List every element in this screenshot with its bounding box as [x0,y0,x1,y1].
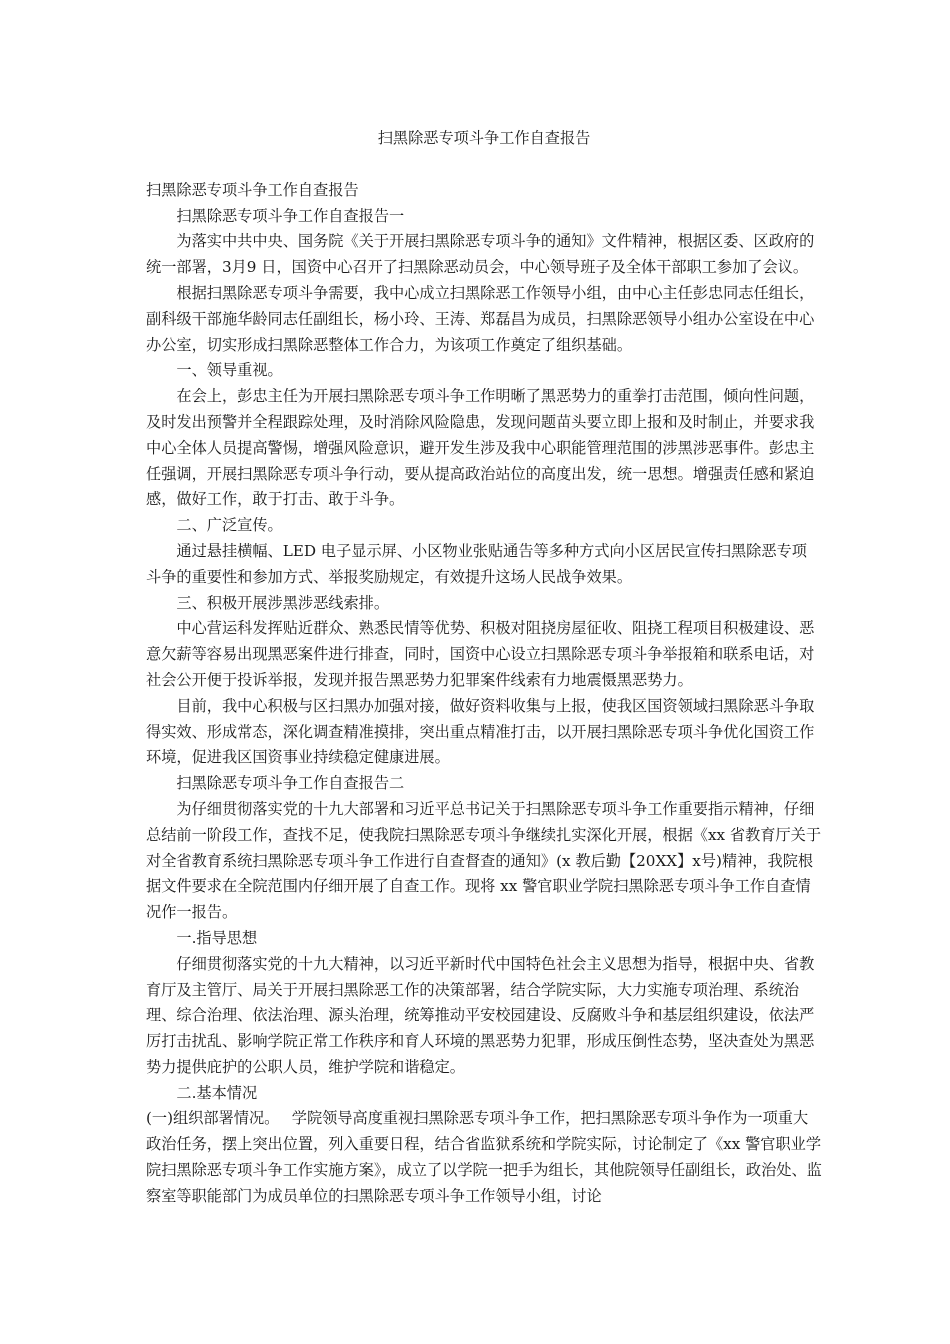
paragraph: 在会上，彭忠主任为开展扫黑除恶专项斗争工作明晰了黑恶势力的重拳打击范围，倾向性问题，及时发出预警并全程跟踪处理，及时消除风险隐患，发现问题苗头要立即上报和及时制止，并要求我中心全体人员提高警惕，增强风险意识，避开发生涉及我中心职能管理范围的涉黑涉恶事件。彭忠主任强调，开展扫黑除恶专项斗争行动，要从提高政治站位的高度出发，统一思想。增强责任感和紧迫感，做好工作，敢于打击、敢于斗争。 [146,387,815,509]
paragraph: 仔细贯彻落实党的十九大精神，以习近平新时代中国特色社会主义思想为指导，根据中央、省教育厅及主管厅、局关于开展扫黑除恶工作的决策部署，结合学院实际，大力实施专项治理、系统治理、综合治理、依法治理、源头治理，统筹推动平安校园建设、反腐败斗争和基层组织建设，依法严厉打击扰乱、影响学院正常工作秩序和育人环境的黑恶势力犯罪，形成压倒性态势，坚决查处为黑恶势力提供庇护的公职人员，维护学院和谐稳定。 [146,954,815,1076]
document-body [146,178,822,1210]
paragraph: 一、领导重视。 [176,361,283,380]
paragraph: 三、积极开展涉黑涉恶线索排。 [176,593,390,612]
paragraph: 中心营运科发挥贴近群众、熟悉民情等优势、积极对阻挠房屋征收、阻挠工程项目积极建设、恶意欠薪等容易出现黑恶案件进行排查，同时，国资中心设立扫黑除恶专项斗争举报箱和联系电话，对社会公开便于投诉举报，发现并报告黑恶势力犯罪案件线索有力地震慑黑恶势力。 [146,619,815,689]
paragraph: (一)组织部署情况。 学院领导高度重视扫黑除恶专项斗争工作，把扫黑除恶专项斗争作为一项重大政治任务，摆上突出位置，列入重要日程，结合省监狱系统和学院实际，讨论制定了《xx 警官职业学院扫黑除恶专项斗争工作实施方案》，成立了以学院一把手为组长，其他院领导任副组长，政治处、监察室等职能部门为成员单位的扫黑除恶专项斗争工作领导小组，讨论 [146,1109,822,1205]
page-title: 扫黑除恶专项斗争工作自查报告 [377,129,591,147]
paragraph: 根据扫黑除恶专项斗争需要，我中心成立扫黑除恶工作领导小组，由中心主任彭忠同志任组长，副科级干部施华龄同志任副组长，杨小玲、王涛、郑磊昌为成员，扫黑除恶领导小组办公室设在中心办公室，切实形成扫黑除恶整体工作合力，为该项工作奠定了组织基础。 [146,283,815,354]
paragraph: 一.指导思想 [176,928,258,947]
paragraph: 扫黑除恶专项斗争工作自查报告 [146,180,359,199]
paragraph: 通过悬挂横幅、LED 电子显示屏、小区物业张贴通告等多种方式向小区居民宣传扫黑除恶专项斗争的重要性和参加方式、举报奖励规定，有效提升这场人民战争效果。 [146,541,807,586]
paragraph: 为落实中共中央、国务院《关于开展扫黑除恶专项斗争的通知》文件精神，根据区委、区政府的统一部署，3月9 日，国资中心召开了扫黑除恶动员会，中心领导班子及全体干部职工参加了会议。 [146,232,815,277]
paragraph: 扫黑除恶专项斗争工作自查报告一 [176,206,405,225]
paragraph: 二、广泛宣传。 [176,516,283,535]
paragraph: 为仔细贯彻落实党的十九大部署和习近平总书记关于扫黑除恶专项斗争工作重要指示精神，仔细总结前一阶段工作，查找不足，使我院扫黑除恶专项斗争继续扎实深化开展，根据《xx 省教育厅关于对全省教育系统扫黑除恶专项斗争工作进行自查督查的通知》(x 教后勤【20XX】x号)精神，我院根据文件要求在全院范围内仔细开展了自查工作。现将 xx 警官职业学院扫黑除恶专项斗争工作自查情况作一报告。 [146,799,822,922]
paragraph: 二.基本情况 [176,1083,258,1102]
paragraph: 扫黑除恶专项斗争工作自查报告二 [176,774,405,793]
paragraph: 目前，我中心积极与区扫黑办加强对接，做好资料收集与上报，使我区国资领域扫黑除恶斗争取得实效、形成常态，深化调查精准摸排，突出重点精准打击，以开展扫黑除恶专项斗争优化国资工作环境，促进我区国资事业持续稳定健康进展。 [146,696,815,767]
